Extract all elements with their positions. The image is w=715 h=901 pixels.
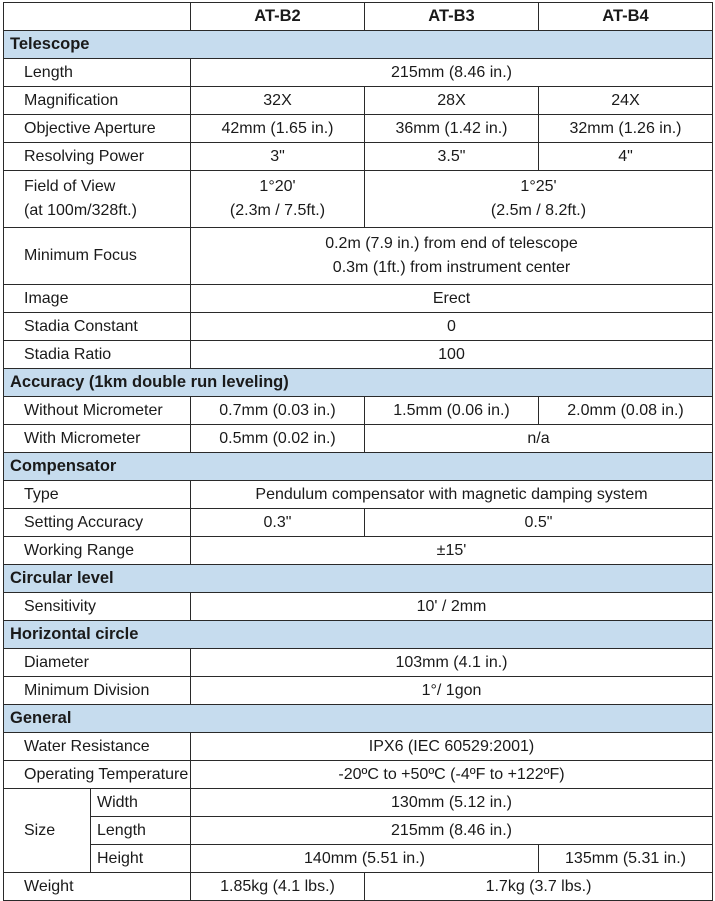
table-row: [4, 143, 713, 171]
cell-value: n/a: [365, 425, 713, 453]
cell-value: 0.5": [365, 509, 713, 537]
cell-line: (2.5m / 8.2ft.): [490, 202, 587, 219]
cell-value: IPX6 (IEC 60529:2001): [191, 733, 713, 761]
section-row-general: [4, 705, 713, 733]
table-row: [4, 593, 713, 621]
row-label: Without Micrometer: [4, 397, 191, 425]
row-label-line: (at 100m/328ft.): [24, 202, 137, 219]
cell-value: -20ºC to +50ºC (-4ºF to +122ºF): [191, 761, 713, 789]
cell-value: Pendulum compensator with magnetic damping system: [191, 481, 713, 509]
row-label: Stadia Ratio: [4, 341, 191, 369]
cell-value: 0.3": [191, 509, 365, 537]
cell-value: [365, 171, 713, 228]
cell-value: 103mm (4.1 in.): [191, 649, 713, 677]
cell-value: 1°/ 1gon: [191, 677, 713, 705]
row-label: Resolving Power: [4, 143, 191, 171]
column-header-at-b4: AT-B4: [539, 3, 713, 31]
table-row: [4, 845, 713, 873]
cell-line: (2.3m / 7.5ft.): [229, 202, 326, 219]
cell-line: 1°20': [259, 178, 296, 195]
table-row: [4, 677, 713, 705]
section-row-compensator: [4, 453, 713, 481]
cell-value: ±15': [191, 537, 713, 565]
row-label: Water Resistance: [4, 733, 191, 761]
cell-value: 135mm (5.31 in.): [539, 845, 713, 873]
cell-value: 100: [191, 341, 713, 369]
column-header-at-b3: AT-B3: [365, 3, 539, 31]
table-row: [4, 873, 713, 901]
table-row: [4, 649, 713, 677]
sub-label-width: Width: [91, 789, 191, 817]
section-title: General: [4, 705, 713, 733]
table-row: [4, 397, 713, 425]
spec-table: [3, 2, 713, 901]
cell-value: 0: [191, 313, 713, 341]
cell-value: 28X: [365, 87, 539, 115]
table-row: [4, 817, 713, 845]
cell-value: 42mm (1.65 in.): [191, 115, 365, 143]
table-row: [4, 537, 713, 565]
table-row: [4, 87, 713, 115]
cell-value: 32X: [191, 87, 365, 115]
section-row-telescope: [4, 31, 713, 59]
cell-value: 1.85kg (4.1 lbs.): [191, 873, 365, 901]
row-label: Image: [4, 285, 191, 313]
cell-value: 36mm (1.42 in.): [365, 115, 539, 143]
section-title: Horizontal circle: [4, 621, 713, 649]
table-row: [4, 285, 713, 313]
table-row: [4, 481, 713, 509]
table-row: [4, 341, 713, 369]
table-row: [4, 228, 713, 285]
sub-label-length: Length: [91, 817, 191, 845]
cell-value: 3.5": [365, 143, 539, 171]
row-label: Minimum Division: [4, 677, 191, 705]
section-title: Accuracy (1km double run leveling): [4, 369, 713, 397]
row-label: Minimum Focus: [4, 228, 191, 285]
cell-value: 32mm (1.26 in.): [539, 115, 713, 143]
section-title: Circular level: [4, 565, 713, 593]
section-row-circular-level: [4, 565, 713, 593]
table-row: [4, 761, 713, 789]
table-row: [4, 509, 713, 537]
cell-value: Erect: [191, 285, 713, 313]
sub-label-height: Height: [91, 845, 191, 873]
cell-line: 1°25': [520, 178, 557, 195]
table-row: [4, 789, 713, 817]
section-row-horizontal-circle: [4, 621, 713, 649]
row-label: Operating Temperature: [4, 761, 191, 789]
cell-value: 215mm (8.46 in.): [191, 817, 713, 845]
header-blank-cell: [4, 3, 191, 31]
cell-value: 3": [191, 143, 365, 171]
table-row: [4, 59, 713, 87]
cell-value: 24X: [539, 87, 713, 115]
cell-value: [191, 228, 713, 285]
section-title: Compensator: [4, 453, 713, 481]
table-row: [4, 425, 713, 453]
cell-value: 4": [539, 143, 713, 171]
row-label: Objective Aperture: [4, 115, 191, 143]
row-label: Sensitivity: [4, 593, 191, 621]
row-label-line: Field of View: [24, 178, 116, 195]
cell-line: 0.3m (1ft.) from instrument center: [332, 259, 571, 276]
table-row: [4, 171, 713, 228]
header-row: [4, 3, 713, 31]
row-label-size: Size: [4, 789, 91, 873]
section-title: Telescope: [4, 31, 713, 59]
table-row: [4, 313, 713, 341]
row-label: Length: [4, 59, 191, 87]
cell-value: 215mm (8.46 in.): [191, 59, 713, 87]
table-row: [4, 733, 713, 761]
cell-value: 1.5mm (0.06 in.): [365, 397, 539, 425]
cell-line: 0.2m (7.9 in.) from end of telescope: [325, 235, 578, 252]
row-label: With Micrometer: [4, 425, 191, 453]
section-row-accuracy: [4, 369, 713, 397]
row-label: Working Range: [4, 537, 191, 565]
row-label: Stadia Constant: [4, 313, 191, 341]
cell-value: 2.0mm (0.08 in.): [539, 397, 713, 425]
table-row: [4, 115, 713, 143]
row-label: [4, 171, 191, 228]
cell-value: 10' / 2mm: [191, 593, 713, 621]
column-header-at-b2: AT-B2: [191, 3, 365, 31]
row-label: Magnification: [4, 87, 191, 115]
cell-value: 0.5mm (0.02 in.): [191, 425, 365, 453]
row-label: Type: [4, 481, 191, 509]
cell-value: [191, 171, 365, 228]
cell-value: 130mm (5.12 in.): [191, 789, 713, 817]
cell-value: 1.7kg (3.7 lbs.): [365, 873, 713, 901]
cell-value: 0.7mm (0.03 in.): [191, 397, 365, 425]
cell-value: 140mm (5.51 in.): [191, 845, 539, 873]
row-label: Diameter: [4, 649, 191, 677]
row-label: Weight: [4, 873, 191, 901]
row-label: Setting Accuracy: [4, 509, 191, 537]
